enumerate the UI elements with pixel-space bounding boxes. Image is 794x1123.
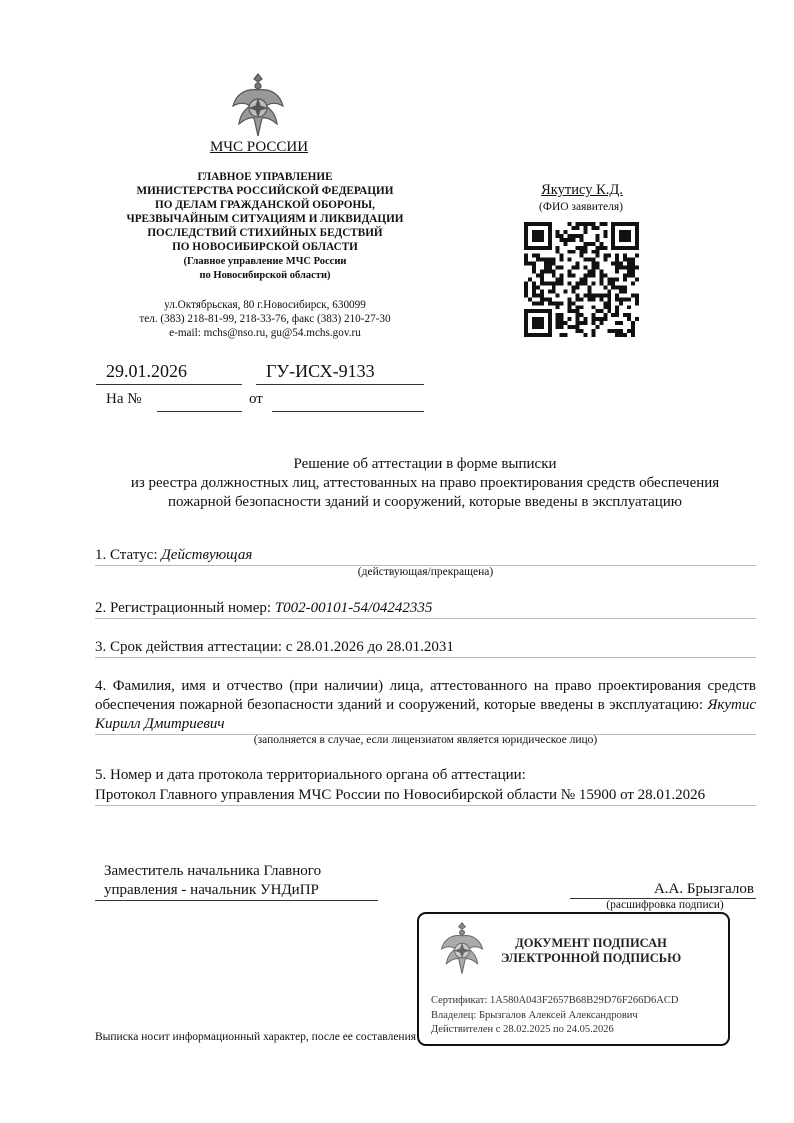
status-value: Действующая xyxy=(161,547,253,563)
title-line: пожарной безопасности зданий и сооружений, которые введены в эксплуатацию xyxy=(168,494,682,510)
org-line: ПО НОВОСИБИРСКОЙ ОБЛАСТИ xyxy=(172,241,358,254)
stamp-owner: Владелец: Брызгалов Алексей Александрович xyxy=(431,1009,638,1021)
org-line: ГЛАВНОЕ УПРАВЛЕНИЕ xyxy=(197,171,333,183)
electronic-signature-stamp xyxy=(417,912,730,1046)
org-line: (Главное управление МЧС России xyxy=(183,255,347,267)
document-title xyxy=(95,455,755,512)
document-number xyxy=(256,361,424,385)
org-line: МИНИСТЕРСТВА РОССИЙСКОЙ ФЕДЕРАЦИИ xyxy=(136,185,394,198)
org-line: по Новосибирской области) xyxy=(199,269,331,281)
stamp-title-line: ЭЛЕКТРОННОЙ ПОДПИСЬЮ xyxy=(500,951,682,965)
stamp-emblem-icon xyxy=(439,920,485,978)
status-label: 1. Статус: xyxy=(95,547,158,563)
signature-caption: (расшифровка подписи) xyxy=(606,899,724,911)
stamp-title xyxy=(491,936,691,966)
attested-person-value: Якутис Кирилл Дмитриевич xyxy=(95,697,756,732)
document-date xyxy=(96,361,242,385)
reference-date-label: от xyxy=(249,391,263,407)
title-line: из реестра должностных лиц, аттестованных на право проектирования средств обеспечения xyxy=(130,475,720,491)
mchs-emblem-icon xyxy=(230,72,286,140)
org-line: ЧРЕЗВЫЧАЙНЫМ СИТУАЦИЯМ И ЛИКВИДАЦИИ xyxy=(126,213,404,226)
status-field xyxy=(95,546,756,566)
org-full-name xyxy=(100,170,430,283)
title-line: Решение об аттестации в форме выписки xyxy=(293,456,557,472)
reference-number-line xyxy=(157,411,242,412)
signatory-position-line: управления - начальник УНДиПР xyxy=(104,882,319,898)
org-short-name: МЧС РОССИИ xyxy=(209,139,309,155)
document-date-value: 29.01.2026 xyxy=(106,361,187,381)
org-phone: тел. (383) 218-81-99, 218-33-76, факс (383) 210-27-30 xyxy=(139,313,391,325)
registration-number-field xyxy=(95,599,756,619)
recipient-caption: (ФИО заявителя) xyxy=(539,201,623,213)
org-line: ПОСЛЕДСТВИЙ СТИХИЙНЫХ БЕДСТВИЙ xyxy=(147,227,383,240)
signatory-position-line: Заместитель начальника Главного xyxy=(104,863,322,879)
recipient-name: Якутису К.Д. xyxy=(541,182,623,198)
registration-number-label: 2. Регистрационный номер: xyxy=(95,600,272,616)
protocol-value: Протокол Главного управления МЧС России по Новосибирской области № 15900 от 28.01.2026 xyxy=(95,786,756,806)
attested-person-caption: (заполняется в случае, если лицензиатом является юридическое лицо) xyxy=(253,734,598,746)
signatory-position xyxy=(95,862,378,901)
org-contacts xyxy=(100,298,430,340)
signatory-name xyxy=(570,881,756,899)
reference-number-label: На № xyxy=(106,391,142,407)
qr-code-icon xyxy=(524,222,639,337)
document-number-value: ГУ-ИСХ-9133 xyxy=(266,361,375,381)
stamp-certificate: Сертификат: 1A580A043F2657B68B29D76F266D6ACD xyxy=(431,995,679,1006)
stamp-details xyxy=(431,994,678,1038)
org-line: ПО ДЕЛАМ ГРАЖДАНСКОЙ ОБОРОНЫ, xyxy=(155,199,375,212)
attestation-term-field: 3. Срок действия аттестации: с 28.01.2026 до 28.01.2031 xyxy=(95,638,756,658)
status-caption: (действующая/прекращена) xyxy=(357,566,494,578)
attested-person-label: 4. Фамилия, имя и отчество (при наличии) лица, аттестованного на право проектирования средств обеспечения пожарной безопасности зданий и сооружений, которые введены в эксплуатацию: xyxy=(95,678,756,713)
stamp-title-line: ДОКУМЕНТ ПОДПИСАН xyxy=(515,936,667,950)
reference-date-line xyxy=(272,411,424,412)
protocol-label: 5. Номер и дата протокола территориального органа об аттестации: xyxy=(95,767,526,783)
org-email: e-mail: mchs@nso.ru, gu@54.mchs.gov.ru xyxy=(169,327,361,339)
footer-note: Выписка носит информационный характер, после ее составления xyxy=(95,1031,417,1043)
attested-person-field xyxy=(95,677,756,735)
registration-number-value: Т002-00101-54/04242335 xyxy=(274,600,433,616)
stamp-valid-period: Действителен с 28.02.2025 по 24.05.2026 xyxy=(431,1024,614,1035)
signatory-name-value: А.А. Брызгалов xyxy=(653,881,754,897)
org-address: ул.Октябрьская, 80 г.Новосибирск, 630099 xyxy=(164,299,366,311)
